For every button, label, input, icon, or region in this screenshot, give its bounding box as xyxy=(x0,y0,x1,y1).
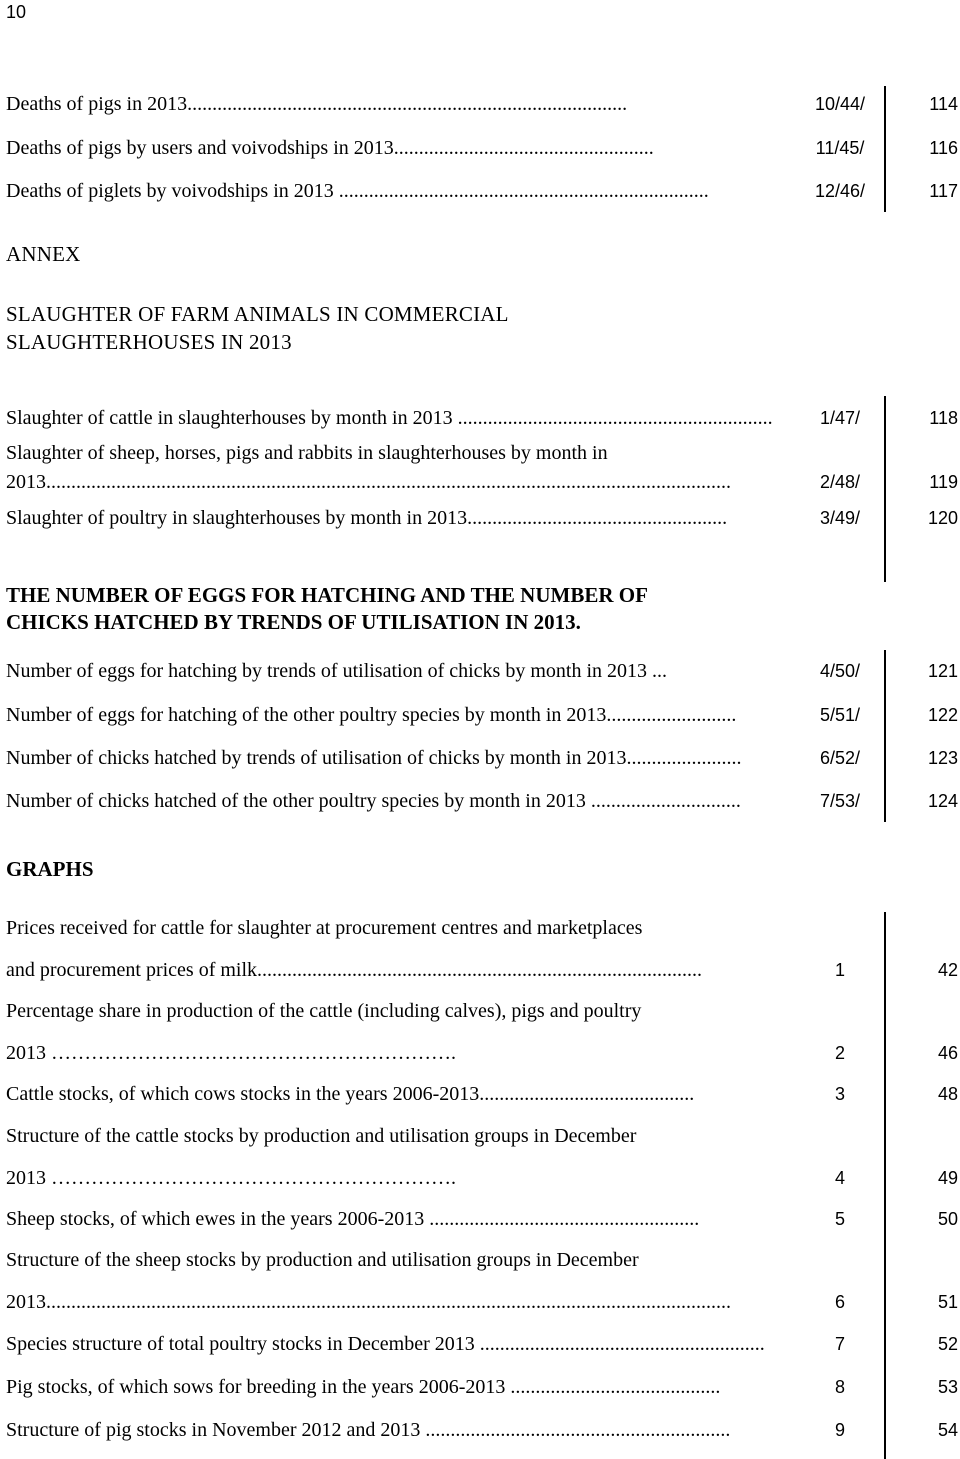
toc-entry[interactable] xyxy=(0,1081,960,1107)
graph-ref: 3 xyxy=(834,1084,845,1104)
graph-ref: 5 xyxy=(834,1209,845,1229)
page-ref: 118 xyxy=(929,408,958,428)
column-divider xyxy=(884,912,886,1459)
table-ref: 2/48/ xyxy=(819,472,861,492)
page-number: 10 xyxy=(6,2,27,22)
table-ref: 7/53/ xyxy=(819,791,861,811)
entry-title: Sheep stocks, of which ewes in the years 2006-2013 ...................................................... xyxy=(6,1208,700,1230)
toc-entry[interactable] xyxy=(0,957,960,983)
toc-entry[interactable] xyxy=(0,1331,960,1357)
page-ref: 51 xyxy=(937,1292,958,1312)
toc-entry[interactable] xyxy=(0,745,960,771)
entry-title: Species structure of total poultry stocks in December 2013 ......................................................... xyxy=(6,1333,765,1355)
toc-entry[interactable] xyxy=(0,788,960,814)
page-ref: 53 xyxy=(937,1377,958,1397)
entry-title: Deaths of pigs in 2013........................................................................................ xyxy=(6,93,628,115)
entry-title: Slaughter of poultry in slaughterhouses by month in 2013.................................................... xyxy=(6,507,728,529)
section-heading: SLAUGHTER OF FARM ANIMALS IN COMMERCIAL xyxy=(6,302,509,326)
page-ref: 123 xyxy=(927,748,958,768)
toc-entry[interactable] xyxy=(0,505,960,531)
toc-entry[interactable] xyxy=(0,178,960,204)
entry-title: and procurement prices of milk......................................................................................... xyxy=(6,959,703,981)
entry-title: 2013......................................................................................................................................... xyxy=(6,471,731,493)
annex-title: ANNEX xyxy=(6,242,81,266)
page-ref: 52 xyxy=(937,1334,958,1354)
column-divider xyxy=(884,396,886,582)
table-ref: 12/46/ xyxy=(814,181,866,201)
entry-title: 2013......................................................................................................................................... xyxy=(6,1291,731,1313)
entry-title: Number of chicks hatched of the other poultry species by month in 2013 .............................. xyxy=(6,790,741,812)
entry-title: Cattle stocks, of which cows stocks in the years 2006-2013........................................... xyxy=(6,1083,695,1105)
page-ref: 117 xyxy=(929,181,958,201)
entry-title-line: Structure of the cattle stocks by production and utilisation groups in December xyxy=(6,1125,637,1147)
table-ref: 10/44/ xyxy=(814,94,866,114)
page-ref: 124 xyxy=(927,791,958,811)
section-heading: CHICKS HATCHED BY TRENDS OF UTILISATION IN 2013. xyxy=(6,610,581,634)
entry-title: Structure of pig stocks in November 2012 and 2013 ............................................................. xyxy=(6,1419,731,1441)
toc-entry[interactable] xyxy=(0,1165,960,1191)
page-ref: 50 xyxy=(937,1209,958,1229)
toc-entry[interactable] xyxy=(0,1417,960,1443)
page-ref: 46 xyxy=(937,1043,958,1063)
graph-ref: 1 xyxy=(834,960,845,980)
page-ref: 54 xyxy=(937,1420,958,1440)
entry-title: Number of chicks hatched by trends of utilisation of chicks by month in 2013....................... xyxy=(6,747,742,769)
page-ref: 49 xyxy=(937,1168,958,1188)
toc-entry[interactable] xyxy=(0,405,960,431)
column-divider xyxy=(884,86,886,212)
graph-ref: 2 xyxy=(834,1043,845,1063)
section-heading: THE NUMBER OF EGGS FOR HATCHING AND THE NUMBER OF xyxy=(6,583,648,607)
graph-ref: 9 xyxy=(834,1420,845,1440)
entry-title: Number of eggs for hatching of the other poultry species by month in 2013.......................... xyxy=(6,704,737,726)
page-ref: 116 xyxy=(929,138,958,158)
toc-entry[interactable] xyxy=(0,702,960,728)
toc-entry[interactable] xyxy=(0,1289,960,1315)
table-ref: 6/52/ xyxy=(819,748,861,768)
toc-entry[interactable] xyxy=(0,469,960,495)
entry-title: 2013 ……………………………………………………. xyxy=(6,1167,456,1189)
page-ref: 42 xyxy=(937,960,958,980)
page-ref: 119 xyxy=(929,472,958,492)
page-ref: 121 xyxy=(927,661,958,681)
graphs-title: GRAPHS xyxy=(6,857,94,881)
entry-title: Deaths of piglets by voivodships in 2013 .......................................................................... xyxy=(6,180,709,202)
entry-title-line: Structure of the sheep stocks by production and utilisation groups in December xyxy=(6,1249,639,1271)
page-ref: 48 xyxy=(937,1084,958,1104)
table-ref: 11/45/ xyxy=(815,138,865,158)
toc-entry[interactable] xyxy=(0,135,960,161)
entry-title: Deaths of pigs by users and voivodships in 2013.................................................... xyxy=(6,137,654,159)
graph-ref: 4 xyxy=(834,1168,845,1188)
toc-entry[interactable] xyxy=(0,1040,960,1066)
page-ref: 120 xyxy=(927,508,958,528)
page-ref: 114 xyxy=(929,94,958,114)
table-ref: 1/47/ xyxy=(819,408,861,428)
toc-entry[interactable] xyxy=(0,1206,960,1232)
column-divider xyxy=(884,650,886,822)
entry-title-line: Slaughter of sheep, horses, pigs and rabbits in slaughterhouses by month in xyxy=(6,442,608,464)
toc-entry[interactable] xyxy=(0,91,960,117)
entry-title: Pig stocks, of which sows for breeding in the years 2006-2013 .......................................... xyxy=(6,1376,721,1398)
toc-entry[interactable] xyxy=(0,658,960,684)
graph-ref: 8 xyxy=(834,1377,845,1397)
entry-title-line: Prices received for cattle for slaughter at procurement centres and marketplaces xyxy=(6,917,643,939)
graph-ref: 6 xyxy=(834,1292,845,1312)
page-ref: 122 xyxy=(927,705,958,725)
toc-entry[interactable] xyxy=(0,1374,960,1400)
section-heading: SLAUGHTERHOUSES IN 2013 xyxy=(6,330,292,354)
entry-title: Slaughter of cattle in slaughterhouses by month in 2013 ............................................................... xyxy=(6,407,773,429)
graph-ref: 7 xyxy=(834,1334,845,1354)
entry-title-line: Percentage share in production of the cattle (including calves), pigs and poultry xyxy=(6,1000,642,1022)
table-ref: 3/49/ xyxy=(819,508,861,528)
entry-title: Number of eggs for hatching by trends of utilisation of chicks by month in 2013 ... xyxy=(6,660,668,682)
table-ref: 5/51/ xyxy=(819,705,861,725)
entry-title: 2013 ……………………………………………………. xyxy=(6,1042,456,1064)
table-ref: 4/50/ xyxy=(819,661,861,681)
